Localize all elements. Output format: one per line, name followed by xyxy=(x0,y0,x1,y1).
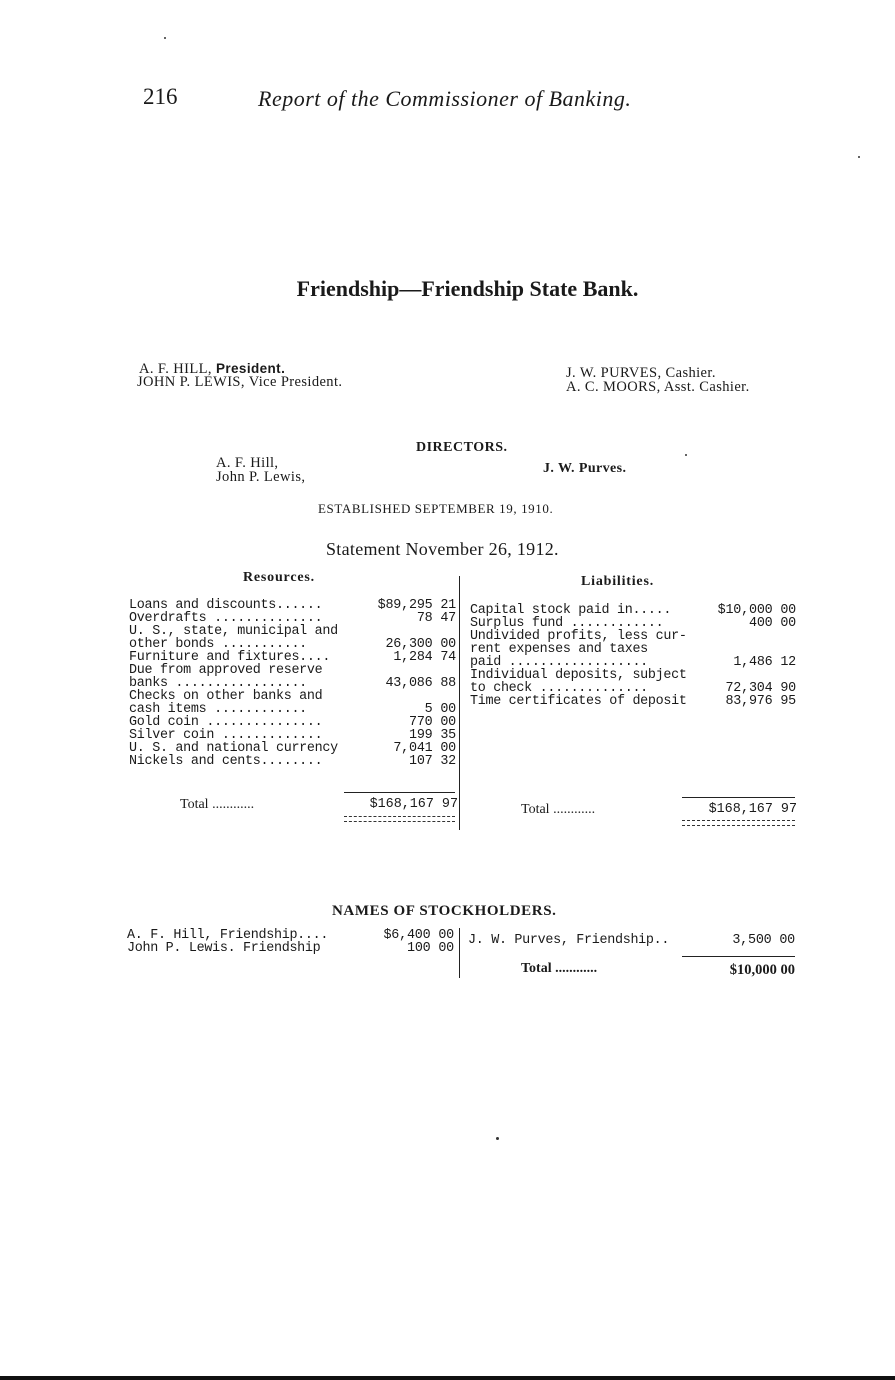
stockholder-row xyxy=(468,934,795,947)
bank-title: Friendship—Friendship State Bank. xyxy=(296,276,639,301)
double-rule xyxy=(682,820,795,826)
officer-name: JOHN P. LEWIS, xyxy=(137,374,245,390)
liabilities-total-label: Total ............ xyxy=(521,802,596,817)
directors-heading: DIRECTORS. xyxy=(416,440,508,455)
director-entry: A. F. Hill, xyxy=(216,455,279,471)
double-rule xyxy=(344,816,455,822)
stockholder-row xyxy=(127,942,454,955)
liabilities-total-amount: $168,167 97 xyxy=(708,802,797,817)
established-date: ESTABLISHED SEPTEMBER 19, 1910. xyxy=(318,501,554,516)
stockholder-name: A. F. Hill, Friendship.... xyxy=(127,928,329,943)
row-amount: 26,300 00 xyxy=(385,637,456,652)
row-label: Furniture and fixtures.... xyxy=(129,650,331,665)
scan-speck xyxy=(164,37,166,39)
stockholders-heading: NAMES OF STOCKHOLDERS. xyxy=(332,903,557,919)
row-label: U. S., state, municipal and xyxy=(129,624,338,639)
stockholders-left xyxy=(127,929,454,959)
row-amount: 78 47 xyxy=(416,611,456,626)
officer-name: A. C. MOORS, xyxy=(566,379,661,395)
row-label: Individual deposits, subject xyxy=(470,668,687,683)
scan-speck xyxy=(858,156,860,158)
page-bottom-edge xyxy=(0,1376,895,1380)
row-label: Loans and discounts...... xyxy=(129,598,323,613)
officer-title: President. xyxy=(215,361,286,376)
resources-total-amount: $168,167 97 xyxy=(369,797,458,812)
row-label: Due from approved reserve xyxy=(129,663,323,678)
row-amount: $10,000 00 xyxy=(717,603,796,618)
table-row xyxy=(129,755,456,768)
officer-asst-cashier xyxy=(566,381,750,394)
stockholder-amount: $6,400 00 xyxy=(383,928,454,943)
row-label: to check .............. xyxy=(470,681,648,696)
row-amount: 1,486 12 xyxy=(733,655,796,670)
row-label: banks ................. xyxy=(129,676,307,691)
row-label: Checks on other banks and xyxy=(129,689,323,704)
subtotal-rule xyxy=(682,956,795,957)
stockholder-name: John P. Lewis. Friendship xyxy=(127,941,321,956)
stockholders-divider xyxy=(459,928,460,978)
officer-title: Vice President. xyxy=(248,374,343,390)
officer-vice-president xyxy=(137,376,342,389)
subtotal-rule xyxy=(682,797,795,798)
row-amount: 107 32 xyxy=(408,754,456,769)
row-amount: 199 35 xyxy=(408,728,456,743)
stockholders-total-amount: $10,000 00 xyxy=(729,962,795,978)
row-amount: 7,041 00 xyxy=(393,741,456,756)
stockholders-right xyxy=(468,934,795,949)
row-amount: 43,086 88 xyxy=(385,676,456,691)
officer-name: J. W. PURVES, xyxy=(566,365,662,381)
row-amount: 400 00 xyxy=(748,616,796,631)
row-label: Time certificates of deposit xyxy=(470,694,687,709)
director-entry: J. W. Purves. xyxy=(543,461,627,476)
table-row xyxy=(470,695,796,708)
liabilities-table xyxy=(470,604,796,714)
row-label: other bonds ........... xyxy=(129,637,307,652)
row-label: cash items ............ xyxy=(129,702,307,717)
row-label: paid .................. xyxy=(470,655,648,670)
row-label: Undivided profits, less cur- xyxy=(470,629,687,644)
resources-total-label: Total ............ xyxy=(180,797,255,812)
liabilities-heading: Liabilities. xyxy=(581,574,654,589)
stockholder-amount: 100 00 xyxy=(406,941,454,956)
row-amount: 5 00 xyxy=(424,702,456,717)
row-amount: 83,976 95 xyxy=(725,694,796,709)
row-label: Overdrafts .............. xyxy=(129,611,323,626)
row-label: rent expenses and taxes xyxy=(470,642,648,657)
row-amount: 72,304 90 xyxy=(725,681,796,696)
scan-speck xyxy=(496,1137,499,1140)
column-divider xyxy=(459,576,460,830)
row-amount: 1,284 74 xyxy=(393,650,456,665)
row-amount: $89,295 21 xyxy=(377,598,456,613)
stockholder-name: J. W. Purves, Friendship.. xyxy=(468,933,670,948)
row-label: Silver coin ............. xyxy=(129,728,323,743)
stockholder-amount: 3,500 00 xyxy=(732,933,795,948)
row-label: Capital stock paid in..... xyxy=(470,603,672,618)
row-label: Gold coin ............... xyxy=(129,715,323,730)
row-label: U. S. and national currency xyxy=(129,741,338,756)
resources-heading: Resources. xyxy=(243,570,315,585)
resources-table xyxy=(129,599,456,789)
officer-name: A. F. HILL, xyxy=(139,361,212,377)
row-label: Nickels and cents........ xyxy=(129,754,323,769)
row-label: Surplus fund ............ xyxy=(470,616,664,631)
stockholders-total-label: Total ............ xyxy=(521,961,598,976)
running-title: Report of the Commissioner of Banking. xyxy=(258,86,632,111)
director-entry: John P. Lewis, xyxy=(216,469,306,485)
statement-date: Statement November 26, 1912. xyxy=(326,539,559,559)
officer-title: Cashier. xyxy=(665,365,716,381)
officer-title: Asst. Cashier. xyxy=(663,379,750,395)
subtotal-rule xyxy=(344,792,455,793)
scan-speck xyxy=(685,454,687,456)
row-amount: 770 00 xyxy=(408,715,456,730)
page-number: 216 xyxy=(143,84,178,109)
